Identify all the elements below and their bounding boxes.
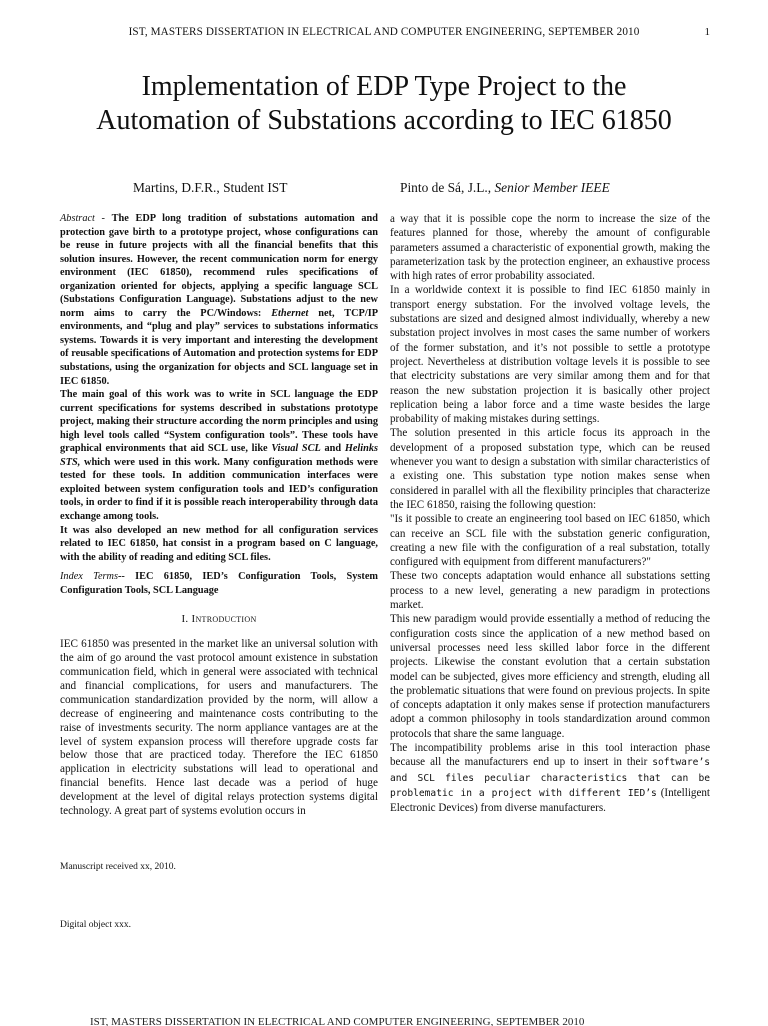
introduction-paragraph: IEC 61850 was presented in the market like an universal solution with the aim of go around the vast protocol amount existence in substation communication field, which in general were associated with technical and financial complications, for users and manufacturers. The communication standardization provided by the norm, will allow a decrease of engineering and maintenance costs contributing to the raise of investments security. The norm appliance vantages are at the level of system expansion process will therefore upgrade costs far below those that are practiced today. Therefore the IEC 61850 application in electricity substations will lead to operational and financial benefits. Hence last decade was a period of huge development at the level of digital relays protection systems digital technology. A great part of systems evolution occurs in [60,637,378,818]
abstract-part2: net, TCP/IP environments, and “plug and play” services to substations informatics systems. Towards it is very important and interesting the development of reusable specifications of Automation and protection systems for EDP substations, using the organization for objects and SCL language set in IEC 61850. [60,307,378,387]
right-paragraph-5: These two concepts adaptation would enhance all substations setting process to a new level, generating a new paradigm in protections market. [390,570,710,612]
right-column [390,212,710,815]
abstract-part1: The EDP long tradition of substations automation and protection gave birth to a prototype project, whose configurations can be reuse in future projects with all the financial benefits that this solution insures. However, the recent communication norm for energy environment (IEC 61850), recommend rules specifications of organization oriented for objects, applying a specific language SCL (Substations Configuration Language). Substations adjust to the new norm aims to carry the PC/Windows: [60,213,378,319]
right-paragraph-3: The solution presented in this article focus its approach in the development of a proposed substation type, which can be reused whenever you want to design a substation with similar characteristics of a existing one. This substation type notion makes sense when considered in parallel with all the flexibility principles that characterize the IEC 61850, raising the following question: [390,427,710,511]
right-paragraph-4: "Is it possible to create an engineering tool based on IEC 61850, which can receive an SCL file with the substation generic configuration, creating a new file with the configuration of a real substation, totally configured with equipment from different manufacturers?" [390,513,710,569]
right-p7-mono: software’s and SCL files peculiar characteristics that can be problematic in a project with different IED’s [390,757,710,799]
abstract-para2-b: and [320,443,345,455]
section-title: Introduction [191,613,257,626]
next-page-running-head: IST, MASTERS DISSERTATION IN ELECTRICAL AND COMPUTER ENGINEERING, SEPTEMBER 2010 [90,1016,585,1026]
author-right-name: Pinto de Sá, J.L., [400,180,495,195]
abstract-ethernet: Ethernet [271,307,309,319]
footnote-manuscript: Manuscript received xx, 2010. [60,862,176,872]
section-heading-introduction [60,613,378,627]
index-terms-text: -- IEC 61850, IED’s Configuration Tools, System Configuration Tools, SCL Language [60,571,378,596]
footnote-digital-object: Digital object xxx. [60,920,131,930]
right-p7-a: The incompatibility problems arise in this tool interaction phase because all the manufacturers end up to insert in their [390,741,710,769]
author-left: Martins, D.F.R., Student IST [133,180,288,195]
running-head: IST, MASTERS DISSERTATION IN ELECTRICAL AND COMPUTER ENGINEERING, SEPTEMBER 2010 [128,26,640,38]
abstract-para2-a: The main goal of this work was to write in SCL language the EDP current specifications for systems described in substations prototype project, making their structure according the norm principles and using high level tools called “System configuration tools”. These tools have graphical environments that aid SCL use, like [60,389,378,455]
left-column [60,212,378,819]
right-paragraph-6: This new paradigm would provide essentially a method of reducing the configuration costs since the application of a new method based on universal processes need less skilled labor force in the different projects. Likewise the constant evolution that a certain substation model can be subjected, gives more efficiency and strength, eluding all the problematic situations that were found on previous projects. In spite of concepts adaptation it only makes sense if protection manufacturers adopt a common philosophy in tools standardization around common protocols that share the same language. [390,613,710,740]
abstract-helinks: Helinks STS, [60,443,378,468]
right-p7-b: (Intelligent Electronic Devices) from diverse manufacturers. [390,786,711,815]
page-number: 1 [704,26,710,38]
index-terms-lead: Index Terms [60,571,118,583]
right-paragraph-7 [390,741,710,815]
abstract-paragraph-1 [60,212,378,388]
abstract-lead: Abstract - [60,213,112,224]
abstract-paragraph-2 [60,388,378,523]
abstract-paragraph-3: It was also developed an new method for all configuration services related to IEC 61850, hat consist in a program based on C language, with the ability of reading and editing SCL files. [60,524,378,563]
paper-title: Implementation of EDP Type Project to the Automation of Substations according to IEC 61850 [96,71,672,136]
index-terms [60,570,378,597]
right-paragraph-1: a way that it is possible cope the norm to increase the size of the features planned for those, whereby the amount of configurable parameters assumed a characteristic of exponential growth, making the parameterization task by the protection engineer, an exhaustive process with high rates of error probability associated. [390,213,710,283]
abstract-visual-scl: Visual SCL [271,443,321,455]
author-right [400,180,610,196]
right-paragraph-2: In a worldwide context it is possible to find IEC 61850 mainly in transport energy substation. For the involved voltage levels, the substations are sized and designed almost individually, whereby a new substation project involves in most cases the same number of workers of the former substation, and it’s not possible to settle a prototype project. Nevertheless at distribution voltage levels it is possible to see that electricity substations are very similar among them and for that reason the new substation projection it is basically other project replication being a labor force and a time waste besides the large probability of making mistakes during settings. [390,284,710,426]
section-numeral: I. [181,613,192,626]
author-right-role: Senior Member IEEE [494,180,610,195]
abstract-para2-c: which were used in this work. Many configuration methods were tested for these tools. In addition communication interfaces were exploited between system configuration tools and IED’s configuration tools, in order to find if it is possible reach interoperability through data exchange among tools. [60,456,378,523]
